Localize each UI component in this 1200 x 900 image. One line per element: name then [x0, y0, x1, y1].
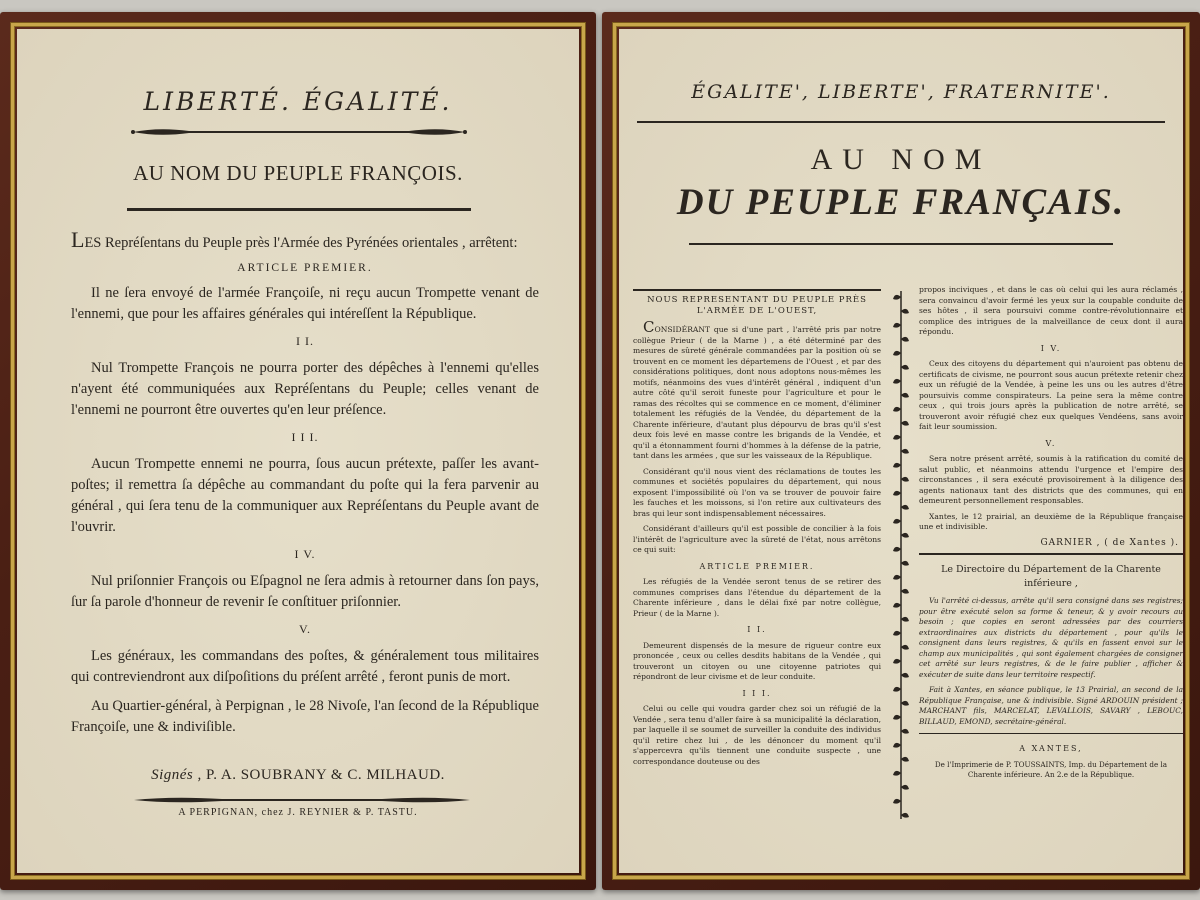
right-place: A XANTES,: [1019, 744, 1083, 753]
right-directoire-rule: [919, 553, 1183, 555]
left-body: [71, 229, 539, 742]
vine-leaf: [901, 393, 909, 398]
right-picture-frame: [602, 12, 1200, 890]
left-motto: LIBERTÉ. ÉGALITÉ.: [143, 87, 453, 116]
right-article-2-number: I I.: [747, 625, 767, 634]
vine-leaf: [893, 603, 901, 608]
left-title-rule: [127, 208, 471, 211]
left-imprint: A PERPIGNAN, chez J. REYNIER & P. TASTU.: [178, 807, 418, 818]
right-column-rule: [633, 289, 881, 291]
right-column-right: [919, 285, 1183, 786]
left-signatories: P. A. SOUBRANY & C. MILHAUD.: [206, 767, 445, 783]
right-para-1: CONSIDÉRANT que si d'une part , l'arrêté pris par notre collègue Prieur ( de la Marne ) , a été déterminé par des mesures de sûreté générale commandées par la position où se trouvent en ce moment les départemens de l'Ouest , et par des considérations politiques, dont nous adoptons nous-mêmes les motifs, néanmoins des vues d'intérêt général , indiquent d'un autre côté qu'il seroit funeste pour l'agriculture et pour le ramas des récoltes qui se commence en ce moment, d'éliminer totalement les réfugiés de la Vendée, du département de la Charente inférieure, d'autant plus dépourvu de bras qu'il s'est deux fois levé en masse contre les brigands de la Vendée, et qu'il a étonnamment fourni d'hommes à la défense de la patrie, tant dans les armées , que sur les vaisseaux de la République.: [633, 318, 881, 460]
vine-leaf: [901, 701, 909, 706]
vine-leaf: [893, 743, 901, 748]
left-signed-label: Signés ,: [151, 767, 202, 783]
left-article-2-number: I I.: [296, 334, 314, 348]
right-article-2: Demeurent dispensés de la mesure de rigueur contre eux prononcée , ceux ou celles desdits habitans de la Vendée , qui trouveront un citoyen ou une citoyenne patriotes qui répondront de leur civisme et de leur conduite.: [633, 640, 881, 681]
left-article-4: Nul priſonnier François ou Eſpagnol ne ſera admis à retourner dans ſon pays, ſur ſa parole d'honneur de revenir ſe conſtituer priſonnier.: [71, 573, 539, 610]
left-ornament-rule: [129, 126, 469, 138]
left-article-1: Il ne ſera envoyé de l'armée Françoiſe, ni reçu aucun Trompette venant de l'ennemi, que pour les affaires générales qui intéreſſent la République.: [71, 285, 539, 322]
vine-leaf: [901, 337, 909, 342]
left-document: [17, 29, 579, 873]
vine-leaf: [901, 449, 909, 454]
vine-leaf: [893, 295, 901, 300]
vine-leaf: [901, 617, 909, 622]
right-directoire-title: Le Directoire du Département de la Charente inférieure ,: [941, 564, 1161, 589]
vine-leaf: [901, 645, 909, 650]
vine-leaf: [893, 379, 901, 384]
right-article-3: Celui ou celle qui voudra garder chez soi un réfugié de la Vendée , sera tenu d'aller faire à sa municipalité la déclaration, par laquelle il se soumet de surveiller la conduite des individus qu'il retire chez lui , de les dénoncer du moment qu'il s'appercevra qu'ils tiennent une conduite suspecte , une correspondance douteuse ou des: [633, 704, 881, 766]
vine-leaf: [893, 659, 901, 664]
vine-ornament-divider: [890, 291, 912, 819]
left-intro: LES Repréſentans du Peuple près l'Armée des Pyrénées orientales , arrêtent:: [71, 227, 518, 252]
right-para-2: Considérant qu'il nous vient des réclamations de toutes les communes et sociétés populaires du département, qui nous exposent l'impossibilité où l'on va se trouver de pouvoir faire les fauches et les moissons, si l'on retire aux cultivateurs des bras qui leur sont indispensablement nécessaires.: [633, 466, 881, 518]
right-directoire-text: Vu l'arrêté ci-dessus, arrête qu'il sera consigné dans ses registres; pour être exécuté selon sa forme & teneur, & y avoir recours au besoin ; que copies en seront adressées par des courriers extraordinaires aux districts du département , pour qu'ils le consignent dans leurs registres, & qu'ils en fassent envoi sur le champ aux municipalités , qui sont également chargées de consigner cet arrêté sur leurs registres, & de le faire publier , afficher & exécuter de suite dans leur territoire respectif.: [919, 596, 1183, 679]
vine-leaf: [893, 575, 901, 580]
vine-leaf: [893, 547, 901, 552]
vine-leaf: [901, 757, 909, 762]
vine-leaf: [893, 351, 901, 356]
right-imprint: De l'Imprimerie de P. TOUSSAINTS, Imp. du Département de la Charente inférieure. An 2.e de la République.: [934, 759, 1168, 779]
left-article-2: Nul Trompette François ne pourra porter des dépêches à l'ennemi qu'elles n'ayent été communiquées aux Repréſentans du Peuple; celles venant de l'ennemi ne pourront être ouvertes qu'en leur préſence.: [71, 360, 539, 418]
left-article-4-number: I V.: [294, 547, 316, 561]
right-article-5: Sera notre présent arrêté, soumis à la ratification du comité de salut public, et néanmoins attendu l'urgence et l'empire des circonstances , il sera exécuté provisoirement à la diligence des agents nationaux tant des districts que des communes, qui en demeurent personnellement responsables.: [919, 454, 1183, 505]
vine-leaf: [893, 323, 901, 328]
vine-leaf: [893, 435, 901, 440]
right-dateline: Xantes, le 12 prairial, an deuxième de la République française une et indivisible.: [919, 511, 1183, 531]
vine-leaf: [901, 365, 909, 370]
left-article-3-number: I I I.: [291, 430, 319, 444]
vine-leaf: [893, 463, 901, 468]
right-column-left: [633, 289, 881, 772]
vine-leaf: [893, 771, 901, 776]
vine-leaf: [901, 421, 909, 426]
vine-leaf: [901, 673, 909, 678]
right-bottom-rule: [919, 733, 1183, 734]
vine-leaf: [893, 715, 901, 720]
right-title-rule: [689, 243, 1113, 245]
right-motto: ÉGALITE', LIBERTE', FRATERNITE'.: [691, 81, 1111, 103]
vine-leaf: [901, 785, 909, 790]
vine-leaf: [901, 533, 909, 538]
right-signature: GARNIER , ( de Xantes ).: [1040, 537, 1179, 548]
right-col2-para-1: propos inciviques , et dans le cas où celui qui les aura réclamés , sera convaincu d'avoir fermé les yeux sur la coupable conduite de ses hôtes , il sera poursuivi comme contre-révolutionnaire et complice des intrigues de la malveillance de ceux dont il aura répondu.: [919, 285, 1183, 336]
left-bottom-ornament: [132, 796, 472, 804]
vine-leaf: [901, 813, 909, 818]
right-article-3-number: I I I.: [742, 688, 772, 698]
right-heading: NOUS REPRESENTANT DU PEUPLE PRÈS L'ARMÉE DE L'OUEST,: [647, 295, 867, 316]
left-picture-frame: [0, 12, 596, 890]
right-article-1: Les réfugiés de la Vendée seront tenus de se retirer des communes comprises dans l'étendue du département de la Charente inférieure , dans le délai fixé par notre collègue, Prieur ( de la Marne ).: [633, 577, 881, 618]
right-top-rule: [637, 121, 1165, 123]
vine-leaf: [901, 309, 909, 314]
vine-leaf: [893, 799, 901, 804]
vine-leaf: [893, 687, 901, 692]
right-article-4-number: I V.: [1040, 343, 1062, 353]
left-closing: Au Quartier-général, à Perpignan , le 28 Nivoſe, l'an ſecond de la République Françoiſe, une & indiviſible.: [71, 698, 539, 735]
left-article-5-number: V.: [298, 622, 312, 636]
left-signature-line: [17, 767, 579, 784]
right-para-3: Considérant d'ailleurs qu'il est possible de concilier à la fois l'intérêt de l'agriculture avec la sûreté de l'état, nous arrêtons ce qui suit:: [633, 524, 881, 554]
right-article-heading: ARTICLE PREMIER.: [699, 561, 815, 571]
right-article-4: Ceux des citoyens du département qui n'auroient pas obtenu de certificats de civisme, ne pourront sous aucun prétexte retenir chez eux un réfugié de la Vendée, à peine les uns ou les autres d'être poursuivis comme conspirateurs. La peine sera la même contre ceux , qui trois jours après la publication de notre arrêté, se trouveront avoir réfugié chez eux quelques Vendéens, sans avoir fait leur soumission.: [919, 359, 1183, 431]
left-article-5: Les généraux, les commandans des poſtes, & généralement tous militaires qui contreviendront aux diſpoſitions du préſent arrêté , feront punis de mort.: [71, 648, 539, 685]
right-document: [619, 29, 1183, 873]
vine-leaf: [893, 491, 901, 496]
vine-leaf: [901, 729, 909, 734]
right-directoire-signed: Fait à Xantes, en séance publique, le 13 Prairial, an second de la République Française, une & indivisible. Signé ARDOUIN président ; MARCHANT fils, MARCELAT, LEVALLOIS, SAVARY , LEBOUC, BILLAUD, EMOND, secrétaire-général.: [919, 685, 1183, 726]
vine-leaf: [901, 505, 909, 510]
left-title: AU NOM DU PEUPLE FRANÇOIS.: [133, 161, 463, 185]
vine-leaf: [901, 561, 909, 566]
left-article-heading: ARTICLE PREMIER.: [237, 262, 373, 274]
right-title-line-2: DU PEUPLE FRANÇAIS.: [676, 182, 1126, 223]
right-article-5-number: V.: [1045, 438, 1057, 448]
left-article-3: Aucun Trompette ennemi ne pourra, ſous aucun prétexte, paſſer les avant-poſtes; il remettra ſa dépêche au commandant du poſte qui la fera parvenir au général , qui ſera tenu de la communiquer aux Repréſentans du Peuple avant de l'ouvrir.: [71, 456, 539, 535]
right-title-line-1: AU NOM: [810, 143, 992, 176]
vine-leaf: [893, 407, 901, 412]
vine-leaf: [893, 519, 901, 524]
vine-leaf: [901, 477, 909, 482]
vine-leaf: [901, 589, 909, 594]
vine-leaf: [893, 631, 901, 636]
